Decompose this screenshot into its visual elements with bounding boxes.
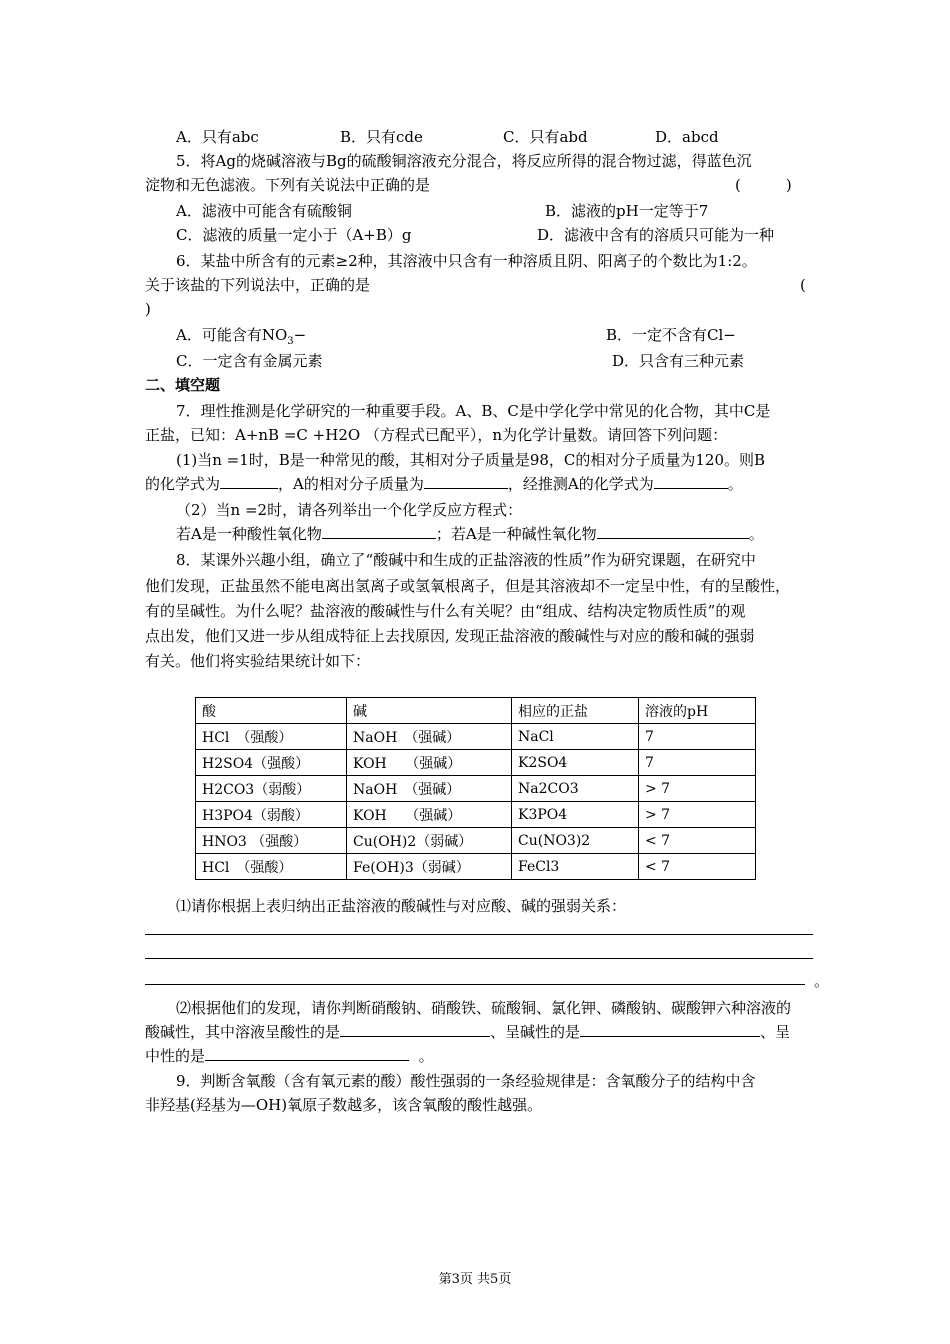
table-cell: 7 (639, 724, 756, 750)
table-row (196, 802, 756, 828)
table-row (196, 750, 756, 776)
answer-blank[interactable] (597, 524, 749, 539)
table-cell: H2SO4（强酸） (196, 750, 347, 776)
answer-line[interactable] (145, 934, 813, 935)
table-cell: H2CO3（弱酸） (196, 776, 347, 802)
q6-stem-line1: 6．某盐中所含有的元素≥2种，其溶液中只含有一种溶质且阴、阳离子的个数比为1:2。 (176, 252, 757, 270)
table-cell: HCl （强酸） (196, 724, 347, 750)
table-cell: < 7 (639, 828, 756, 854)
table-row (196, 828, 756, 854)
q4-option-a: A．只有abc (176, 128, 259, 146)
q7-part2-line2: 若A是一种酸性氧化物 ；若A是一种碱性氧化物 。 (176, 525, 764, 543)
q6-stem-line2: 关于该盐的下列说法中，正确的是 (145, 276, 371, 294)
table-cell: > 7 (639, 776, 756, 802)
table-row (196, 724, 756, 750)
section-title: 二、填空题 (145, 376, 221, 394)
q6-paren-open: ( (800, 276, 806, 294)
q8-line4: 点出发，他们又进一步从组成特征上去找原因, 发现正盐溶液的酸碱性与对应的酸和碱的强弱 (145, 627, 755, 645)
table-cell: HCl （强酸） (196, 854, 347, 880)
answer-blank[interactable] (322, 524, 436, 539)
table-cell: FeCl3 (512, 854, 639, 880)
q8-line2: 他们发现，正盐虽然不能电离出氢离子或氢氧根离子，但是其溶液却不一定呈中性，有的呈酸性， (145, 577, 791, 595)
q5-option-d: D．滤液中含有的溶质只可能为一种 (537, 226, 775, 244)
answer-blank[interactable] (340, 1022, 490, 1037)
table-cell: Na2CO3 (512, 776, 639, 802)
q8-line5: 有关。他们将实验结果统计如下： (145, 652, 371, 670)
table-cell: NaOH （强碱） (347, 776, 512, 802)
table-header-cell: 碱 (347, 698, 512, 724)
table-header-cell: 溶液的pH (639, 698, 756, 724)
q5-answer-paren: ( ) (735, 176, 792, 194)
table-header-cell: 酸 (196, 698, 347, 724)
q4-option-b: B．只有cde (340, 128, 423, 146)
q8-sub1-prompt: ⑴请你根据上表归纳出正盐溶液的酸碱性与对应酸、碱的强弱关系： (176, 897, 627, 915)
q8-sub2-line2: 酸碱性，其中溶液呈酸性的是 、呈碱性的是 、呈 (145, 1023, 791, 1041)
table-cell: KOH （强碱） (347, 802, 512, 828)
answer-blank[interactable] (424, 474, 508, 489)
q7-part2-line1: （2）当n =2时，请各列举出一个化学反应方程式： (176, 501, 523, 519)
q5-option-a: A．滤液中可能含有硫酸铜 (176, 202, 352, 220)
q5-option-b: B．滤液的pH一定等于7 (545, 202, 709, 220)
table-cell: K2SO4 (512, 750, 639, 776)
q6-paren-close: ) (145, 300, 151, 318)
answer-blank[interactable] (580, 1022, 760, 1037)
q6-option-a: A．可能含有$NO_3-$ (176, 326, 307, 347)
answer-line[interactable] (145, 958, 813, 959)
q4-option-d: D．abcd (655, 128, 719, 146)
table-cell: Cu(NO3)2 (512, 828, 639, 854)
table-row (196, 854, 756, 880)
answer-line[interactable] (145, 984, 805, 985)
table-header-cell: 相应的正盐 (512, 698, 639, 724)
q5-stem-line2: 淀物和无色滤液。下列有关说法中正确的是 (145, 176, 431, 194)
q9-line2: 非羟基(羟基为—OH)氧原子数越多，该含氧酸的酸性越强。 (145, 1096, 543, 1114)
q5-stem-line1: 5．将Ag的烧碱溶液与Bg的硫酸铜溶液充分混合，将反应所得的混合物过滤，得蓝色沉 (176, 152, 752, 170)
answer-blank[interactable] (205, 1046, 409, 1061)
q7-stem-line2: 正盐，已知：A+nB =C +H2O （方程式已配平），n为化学计量数。请回答下列问题： (145, 426, 728, 444)
q6-option-d: D．只含有三种元素 (612, 352, 745, 370)
q7-stem-line1: 7．理性推测是化学研究的一种重要手段。A、B、C是中学化学中常见的化合物，其中C是 (176, 402, 771, 420)
q7-part1-line2: 的化学式为 ，A的相对分子质量为 ，经推测A的化学式为 。 (145, 475, 743, 493)
results-table (195, 697, 756, 880)
q9-line1: 9．判断含氧酸（含有氧元素的酸）酸性强弱的一条经验规律是：含氧酸分子的结构中含 (176, 1072, 756, 1090)
q6-option-b: B．一定不含有Cl− (606, 326, 736, 344)
q7-part1-line1: (1)当n =1时，B是一种常见的酸，其相对分子质量是98，C的相对分子质量为120。则B (176, 451, 766, 469)
answer-blank[interactable] (220, 474, 278, 489)
table-cell: > 7 (639, 802, 756, 828)
q8-line1: 8．某课外兴趣小组，确立了“酸碱中和生成的正盐溶液的性质”作为研究课题，在研究中 (176, 551, 756, 569)
table-cell: 7 (639, 750, 756, 776)
table-cell: K3PO4 (512, 802, 639, 828)
table-header-row (196, 698, 756, 724)
q8-sub2-line3: 中性的是 。 (145, 1047, 434, 1065)
table-cell: NaOH （强碱） (347, 724, 512, 750)
q8-sub2-line1: ⑵根据他们的发现，请你判断硝酸钠、硝酸铁、硫酸铜、氯化钾、磷酸钠、碳酸钾六种溶液的 (176, 999, 792, 1017)
page-footer: 第3页 共5页 (438, 1272, 512, 1287)
answer-blank[interactable] (654, 474, 728, 489)
q8-line3: 有的呈碱性。为什么呢？盐溶液的酸碱性与什么有关呢？由“组成、结构决定物质性质”的观 (145, 602, 746, 620)
table-cell: HNO3 （强酸） (196, 828, 347, 854)
q8-sub1-period: 。 (814, 972, 830, 990)
table-cell: NaCl (512, 724, 639, 750)
table-cell: Cu(OH)2（弱碱） (347, 828, 512, 854)
table-cell: < 7 (639, 854, 756, 880)
table-row (196, 776, 756, 802)
q6-option-c: C．一定含有金属元素 (176, 352, 323, 370)
table-cell: KOH （强碱） (347, 750, 512, 776)
table-cell: H3PO4（弱酸） (196, 802, 347, 828)
table-cell: Fe(OH)3（弱碱） (347, 854, 512, 880)
q5-option-c: C．滤液的质量一定小于（A+B）g (176, 226, 412, 244)
q4-option-c: C．只有abd (503, 128, 588, 146)
